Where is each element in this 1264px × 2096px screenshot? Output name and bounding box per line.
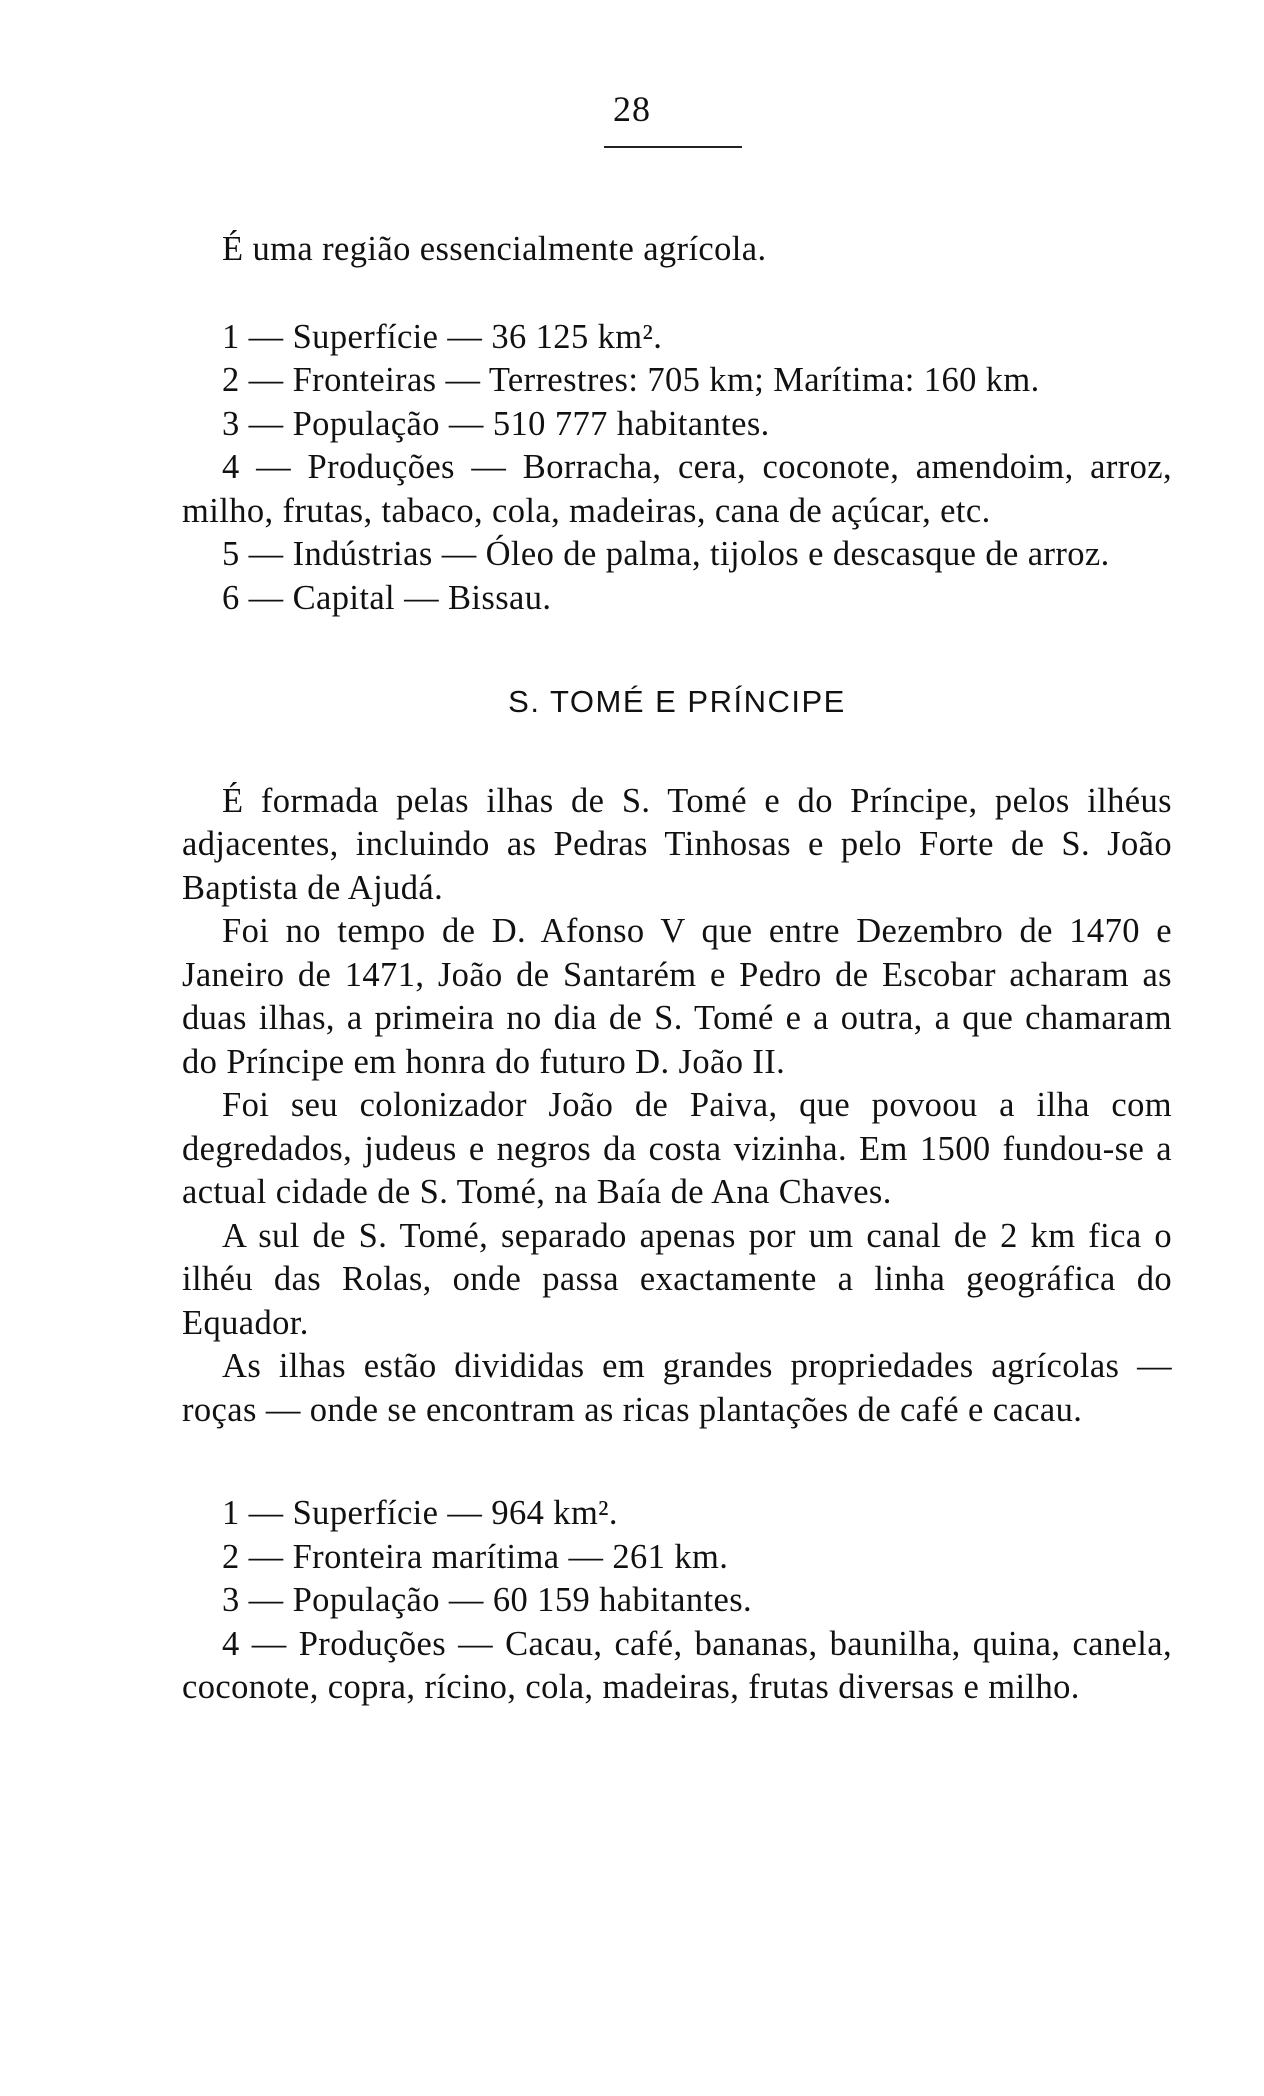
stome-paragraph-discovery: Foi no tempo de D. Afonso V que entre Dezembro de 1470 e Janeiro de 1471, João de Santarém e Pedro de Escobar acharam as duas ilhas, a primeira no dia de S. Tomé e a outra, a que chamaram do Príncipe em honra do futuro D. João II. [182, 912, 1172, 1081]
stome-paragraph-equator: A sul de S. Tomé, separado apenas por um canal de 2 km fica o ilhéu das Rolas, onde passa exactamente a linha geográfica do Equador. [182, 1216, 1172, 1342]
spacer [182, 620, 1172, 680]
page-number-rule [604, 146, 742, 148]
stome-paragraph-colonization: Foi seu colonizador João de Paiva, que povoou a ilha com degredados, judeus e negros da costa vizinha. Em 1500 fundou-se a actual cidade de S. Tomé, na Baía de Ana Chaves. [182, 1086, 1172, 1211]
spacer [182, 724, 1172, 780]
guine-item-populacao: 3 — População — 510 777 habitantes. [222, 404, 770, 443]
spacer [182, 1432, 1172, 1492]
stome-paragraph-formation: É formada pelas ilhas de S. Tomé e do Príncipe, pelos ilhéus adjacentes, incluindo as Pedras Tinhosas e pelo Forte de S. João Baptista de Ajudá. [182, 781, 1172, 907]
guine-item-producoes: 4 — Produções — Borracha, cera, coconote, amendoim, arroz, milho, frutas, tabaco, cola, madeiras, cana de açúcar, etc. [182, 448, 1172, 530]
guine-item-fronteiras: 2 — Fronteiras — Terrestres: 705 km; Marítima: 160 km. [222, 361, 1040, 399]
guine-item-industrias: 5 — Indústrias — Óleo de palma, tijolos e descasque de arroz. [222, 535, 1110, 573]
stome-paragraph-rocas: As ilhas estão divididas em grandes propriedades agrícolas — roças — onde se encontram as ricas plantações de café e cacau. [182, 1347, 1172, 1429]
stome-item-superficie: 1 — Superfície — 964 km². [222, 1494, 618, 1532]
guine-item-capital: 6 — Capital — Bissau. [222, 578, 552, 617]
spacer [182, 272, 1172, 316]
page-number: 28 [613, 89, 651, 129]
page-body [182, 228, 1172, 1710]
stome-item-populacao: 3 — População — 60 159 habitantes. [222, 1581, 753, 1619]
guine-intro: É uma região essencialmente agrícola. [222, 230, 767, 268]
stome-item-producoes: 4 — Produções — Cacau, café, bananas, baunilha, quina, canela, coconote, copra, rícino, cola, madeiras, frutas diversas e milho. [182, 1624, 1172, 1706]
stome-item-fronteira: 2 — Fronteira marítima — 261 km. [222, 1537, 729, 1576]
guine-item-superficie: 1 — Superfície — 36 125 km². [222, 317, 663, 356]
section-title-stome: S. TOMÉ E PRÍNCIPE [508, 684, 846, 719]
